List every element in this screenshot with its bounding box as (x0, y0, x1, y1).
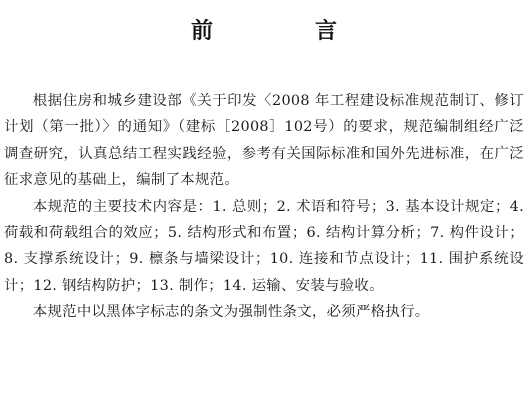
paragraph-mandatory-provisions: 本规范中以黑体字标志的条文为强制性条文，必须严格执行。 (32, 304, 430, 321)
document-body (4, 88, 524, 326)
page-title: 前 言 (190, 19, 377, 44)
paragraph-technical-content: 本规范的主要技术内容是：1. 总则；2. 术语和符号；3. 基本设计规定；4. 荷载和荷载组合的效应；5. 结构形式和布置；6. 结构计算分析；7. 构件设计；8. 支撑系统设计；9. 檩条与墙梁设计；10. 连接和节点设计；11. 围护系统设计；12. 钢结构防护；13. 制作；14. 运输、安装与验收。 (4, 198, 524, 294)
paragraph-background: 根据住房和城乡建设部《关于印发〈2008 年工程建设标准规范制订、修订计划（第一批）〉的通知》（建标［2008］102号）的要求，规范编制组经广泛调查研究，认真总结工程实践经验，参考有关国际标准和国外先进标准，在广泛征求意见的基础上，编制了本规范。 (4, 93, 524, 189)
